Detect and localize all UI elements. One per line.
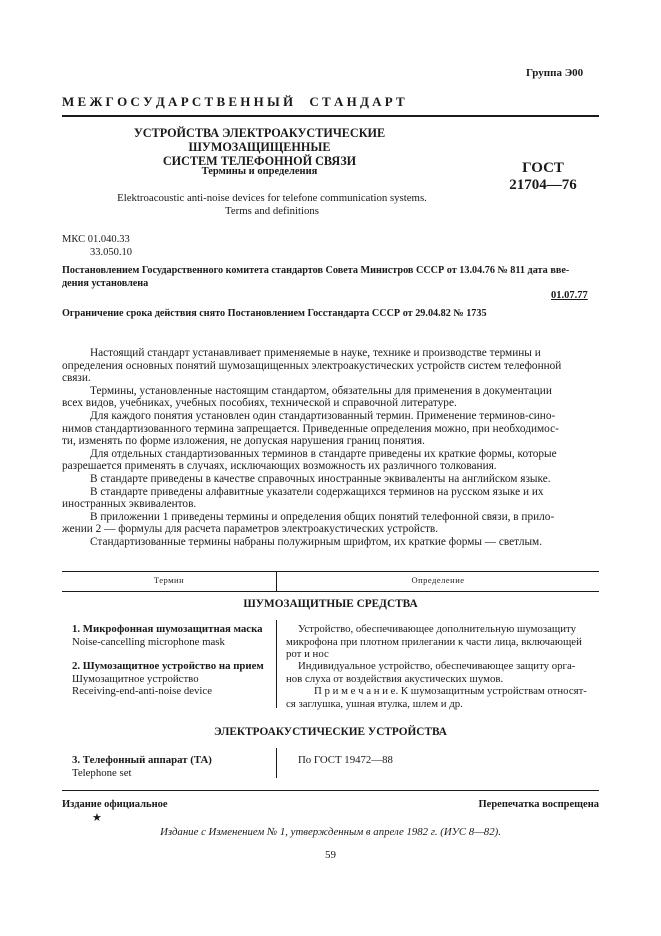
reprint-prohibited-label: Перепечатка воспрещена — [478, 799, 599, 810]
decree-line-1: Постановлением Государственного комитета стандартов Совета Министров СССР от 13.04.76 № 811 дата вве- — [62, 265, 570, 276]
term-entry-2 — [72, 660, 276, 698]
term-2-english: Receiving-end-anti-noise device — [72, 685, 213, 698]
section-heading-electroacoustic: ЭЛЕКТРОАКУСТИЧЕСКИЕ УСТРОЙСТВА — [214, 726, 447, 738]
footer-rule — [62, 790, 599, 791]
term-3-english: Telephone set — [72, 766, 132, 779]
term-2-title: 2. Шумозащитное устройство на прием — [72, 660, 264, 672]
column-header-definition: Определение — [411, 575, 465, 585]
intro-paragraph: Для каждого понятия установлен один стандартизованный термин. Применение терминов-сино- нимов стандартизованного термина запрещается. Приведенные определения можно, при необходимос- ти, изменять по форме изложения, не допуская нарушения границ понятия. — [62, 409, 559, 448]
intro-paragraph: В стандарте приведены в качестве справочных иностранные эквиваленты на английском языке. — [90, 472, 551, 485]
table-top-rule — [62, 571, 599, 572]
intro-paragraph: В стандарте приведены алфавитные указатели содержащихся терминов на русском языке и их иностранных эквивалентов. — [62, 485, 544, 511]
intro-paragraph: Настоящий стандарт устанавливает применяемые в науке, технике и производстве термины и определения основных понятий шумозащищенных электроакустических устройств систем телефонной связи. — [62, 347, 562, 385]
mks-codes — [62, 234, 132, 259]
term-3-title: 3. Телефонный аппарат (ТА) — [72, 754, 212, 766]
column-header-term: Термин — [153, 575, 185, 585]
title-line-1: УСТРОЙСТВА ЭЛЕКТРОАКУСТИЧЕСКИЕ ШУМОЗАЩИЩЕННЫЕ — [133, 126, 386, 154]
section-heading-anti-noise: ШУМОЗАЩИТНЫЕ СРЕДСТВА — [243, 598, 418, 610]
definition-2: Индивидуальное устройство, обеспечивающее защиту орга- нов слуха от воздействия акустических шумов. П р и м е ч а н и е. К шумозащитным устройствам относят- ся заглушка, ушная втулка, шлем и др. — [286, 660, 599, 710]
gost-block — [498, 160, 588, 194]
group-label: Группа Э00 — [526, 67, 584, 79]
term-2-short-form: Шумозащитное устройство — [72, 672, 199, 685]
definition-2-note: П р и м е ч а н и е. К шумозащитным устройствам относят- — [314, 685, 587, 698]
term-entry-3 — [72, 754, 272, 779]
star-icon: ★ — [92, 812, 102, 824]
decree — [62, 265, 599, 290]
table-column-divider — [276, 748, 277, 778]
restriction-note: Ограничение срока действия снято Постановлением Госстандарта СССР от 29.04.82 № 1735 — [62, 308, 487, 319]
table-column-divider — [276, 620, 277, 708]
term-entry-1 — [72, 623, 272, 648]
term-1-english: Noise-cancelling microphone mask — [72, 635, 225, 648]
intro-paragraph: В приложении 1 приведены термины и определения общих понятий телефонной связи, в прило- жении 2 — формулы для расчета параметров электроакустических устройств. — [62, 510, 555, 536]
intro-paragraph: Для отдельных стандартизованных терминов в стандарте приведены их краткие формы, которые разрешается применять в случаях, исключающих возможность их различного толкования. — [62, 447, 557, 473]
introduction-date: 01.07.77 — [551, 290, 588, 301]
mks-code-1: МКС 01.040.33 — [62, 234, 130, 245]
standard-banner: М Е Ж Г О С У Д А Р С Т В Е Н Н Ы Й С Т А Н Д А Р Т — [62, 94, 405, 109]
english-title — [62, 192, 482, 218]
english-title-line-1: Elektroacoustic anti-noise devices for telefone communication systems. — [117, 192, 427, 204]
title-line-2: СИСТЕМ ТЕЛЕФОННОЙ СВЯЗИ — [162, 154, 357, 168]
definition-1: Устройство, обеспечивающее дополнительную шумозащиту микрофона при плотном прилегании к части лица, включающей рот и нос — [286, 623, 582, 661]
definition-3: По ГОСТ 19472—88 — [298, 754, 393, 766]
page-number: 59 — [325, 849, 336, 861]
term-1-title: 1. Микрофонная шумозащитная маска — [72, 623, 263, 635]
mks-code-2: 33.050.10 — [90, 246, 132, 258]
header-rule — [62, 115, 599, 117]
intro-paragraph: Стандартизованные термины набраны полужирным шрифтом, их краткие формы — светлым. — [90, 535, 543, 548]
english-title-line-2: Terms and definitions — [225, 205, 319, 217]
gost-number: 21704—76 — [509, 177, 577, 193]
document-subtitle: Термины и определения — [201, 166, 318, 177]
table-header-rule — [62, 591, 599, 592]
intro-paragraph: Термины, установленные настоящим стандартом, обязательны для применения в документации всех видов, учебниках, учебных пособиях, технической и справочной литературе. — [62, 384, 552, 410]
gost-label: ГОСТ — [522, 160, 564, 176]
decree-line-2: дения установлена — [62, 277, 149, 289]
intro-text — [62, 347, 599, 549]
edition-note: Издание с Изменением № 1, утвержденным в апреле 1982 г. (ИУС 8—82). — [160, 826, 501, 838]
official-edition-label: Издание официальное — [62, 799, 168, 810]
document-title — [62, 126, 457, 168]
